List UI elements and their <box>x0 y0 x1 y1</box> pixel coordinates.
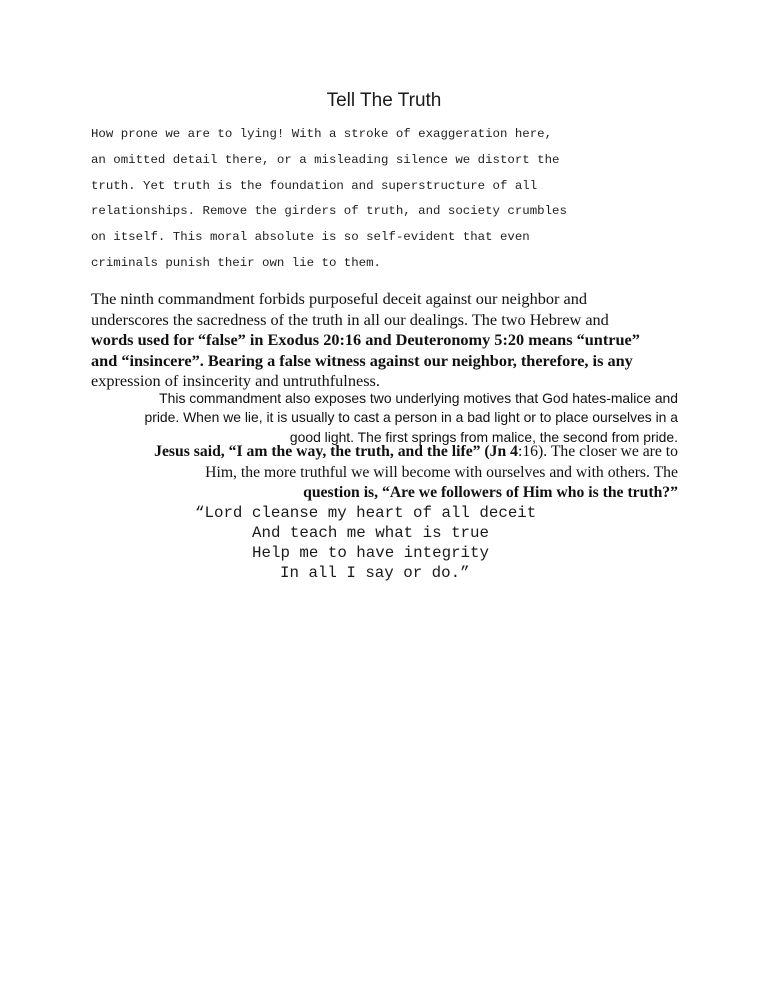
prayer-line: In all I say or do.” <box>280 564 470 582</box>
intro-line: truth. Yet truth is the foundation and superstructure of all <box>91 178 538 193</box>
prayer-poem <box>0 503 768 583</box>
quote-rest-text: :16). The closer we are to <box>517 443 678 460</box>
paragraph-line-bold: and “insincere”. Bearing a false witness against our neighbor, therefore, is any <box>91 350 633 370</box>
paragraph-line: underscores the sacredness of the truth in all our dealings. The two Hebrew and <box>91 309 609 329</box>
prayer-line: “Lord cleanse my heart of all deceit <box>195 504 537 522</box>
motives-paragraph <box>60 389 678 447</box>
prayer-line: Help me to have integrity <box>252 544 489 562</box>
intro-line: an omitted detail there, or a misleading silence we distort the <box>91 152 560 167</box>
paragraph-line: The ninth commandment forbids purposeful deceit against our neighbor and <box>91 289 587 308</box>
intro-line: relationships. Remove the girders of truth, and society crumbles <box>91 204 567 219</box>
intro-line: criminals punish their own lie to them. <box>91 255 381 270</box>
jesus-quote-paragraph <box>60 442 678 504</box>
paragraph-line: pride. When we lie, it is usually to cast a person in a bad light or to place ourselves in a <box>144 409 678 426</box>
paragraph-line: This commandment also exposes two underlying motives that God hates-malice and <box>159 390 678 406</box>
paragraph-line-bold: words used for “false” in Exodus 20:16 and Deuteronomy 5:20 means “untrue” <box>91 330 640 349</box>
intro-line: How prone we are to lying! With a stroke of exaggeration here, <box>91 127 553 141</box>
quote-bold-text: Jesus said, “I am the way, the truth, and the life” (Jn 4 <box>154 443 518 460</box>
paragraph-line <box>60 442 678 463</box>
page-title: Tell The Truth <box>326 90 442 111</box>
paragraph-line: Him, the more truthful we will become with ourselves and with others. The <box>205 463 678 481</box>
prayer-line: And teach me what is true <box>252 524 489 542</box>
commandment-paragraph <box>91 289 691 392</box>
intro-paragraph <box>91 122 691 277</box>
paragraph-line: good light. The first springs from malice, the second from pride. <box>289 428 678 445</box>
paragraph-line-bold: question is, “Are we followers of Him who is the truth?” <box>303 484 678 501</box>
paragraph-line: expression of insincerity and untruthfulness. <box>91 371 380 390</box>
intro-line: on itself. This moral absolute is so self-evident that even <box>91 230 530 245</box>
